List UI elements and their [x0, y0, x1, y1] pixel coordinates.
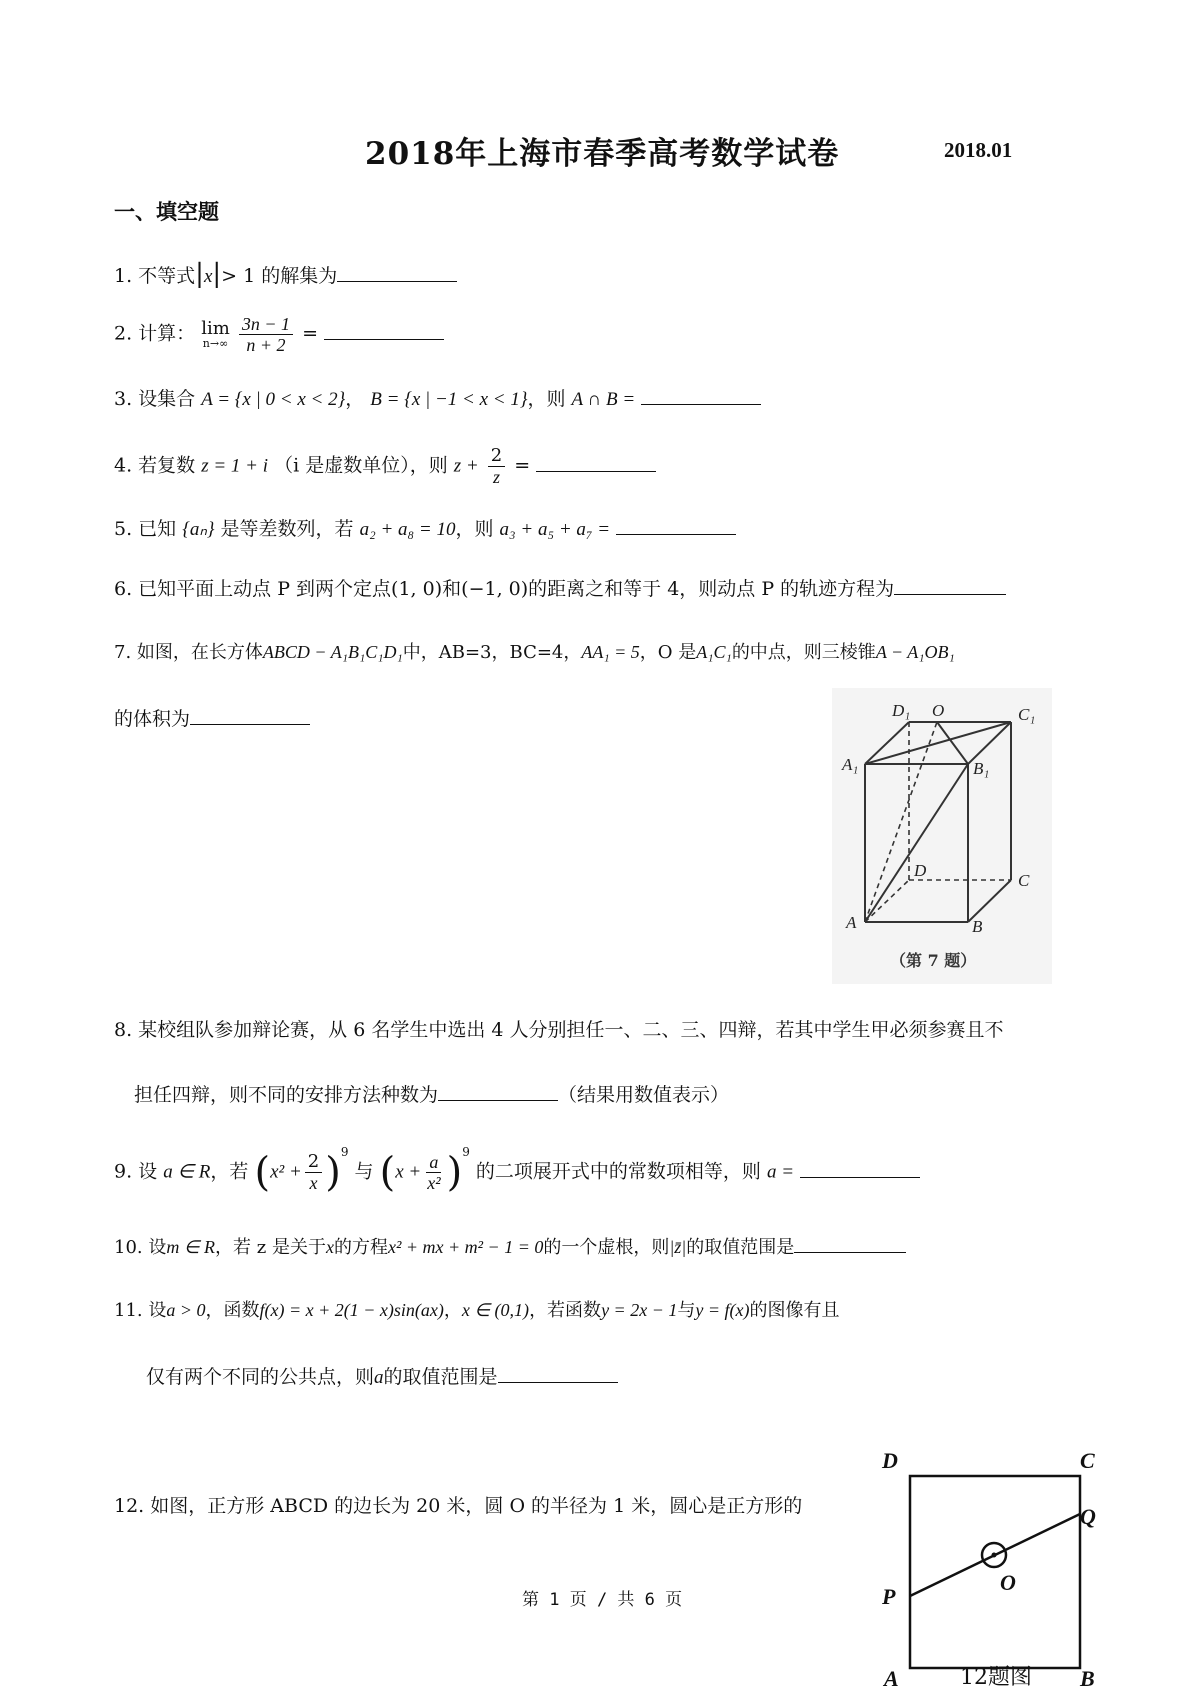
q9-f2-num: a — [426, 1152, 441, 1173]
q7-text4: 的中点，则三棱锥 — [731, 642, 876, 663]
q9-text1: 9. 设 — [114, 1160, 158, 1183]
q9-text2: ，若 — [210, 1160, 249, 1183]
abs-bar-right: | — [212, 259, 222, 289]
q10-text2: ，若 z 是关于 — [215, 1237, 326, 1258]
q7-aa1: AA₁ = 5 — [581, 642, 640, 662]
q7-text3: ，O 是 — [639, 642, 697, 663]
q6-text2: 和 — [442, 578, 462, 600]
question-10 — [114, 1234, 906, 1260]
label-a: A — [846, 913, 857, 932]
q9-term1: x² + — [270, 1161, 302, 1183]
q7-pyramid: A − A₁OB₁ — [875, 642, 955, 662]
question-1 — [114, 259, 457, 289]
q2-eq: = — [302, 322, 318, 345]
q11-line2a: 仅有两个不同的公共点，则 — [146, 1366, 375, 1388]
q7-a1c1: A₁C₁ — [696, 642, 732, 662]
q6-text3: 的距离之和等于 4，则动点 P 的轨迹方程为 — [528, 578, 895, 600]
label-a1: A₁ — [842, 755, 859, 774]
q5-text1: 5. 已知 — [114, 518, 177, 540]
q6-point1: (1, 0) — [391, 578, 443, 600]
label-b1: B₁ — [973, 759, 990, 778]
q9-f1-den: x — [309, 1173, 318, 1193]
question-8-line-1 — [114, 1018, 1004, 1042]
label-d: D — [914, 861, 927, 880]
q4-z: z = 1 + i — [201, 455, 269, 477]
q11-text2: ，函数 — [205, 1300, 260, 1321]
answer-blank-11[interactable] — [498, 1364, 618, 1383]
q10-text4: 的一个虚根，则 — [543, 1237, 670, 1258]
q12-text: 12. 如图，正方形 ABCD 的边长为 20 米，圆 O 的半径为 1 米，圆心是正方形的 — [114, 1495, 803, 1517]
paren-close-1: ) — [325, 1149, 341, 1196]
label-o7: O — [932, 701, 945, 720]
label-b: B — [972, 917, 983, 936]
q11-function: f(x) = x + 2(1 − x)sin(ax) — [259, 1300, 444, 1320]
q11-text6: 的图像有且 — [749, 1300, 840, 1321]
q1-var: x — [203, 266, 213, 287]
answer-blank-6[interactable] — [894, 576, 1006, 595]
q4-text1: 4. 若复数 — [114, 454, 196, 477]
center-point-o — [992, 1553, 997, 1558]
label-12-b: B — [1080, 1666, 1095, 1691]
q4-eq: = — [514, 454, 531, 477]
q9-f1-num: 2 — [305, 1152, 322, 1173]
question-3 — [114, 386, 761, 412]
set-a: A = {x | 0 < x < 2} — [201, 389, 346, 410]
question-11-line-2 — [146, 1364, 618, 1390]
q11-text4: ，若函数 — [529, 1300, 602, 1321]
answer-blank-7[interactable] — [190, 706, 310, 725]
label-12-a: A — [884, 1666, 899, 1691]
q5-expr: a₃ + a₅ + a₇ = — [499, 519, 611, 540]
q4-fraction — [488, 446, 505, 487]
q7-line2: 的体积为 — [114, 708, 191, 730]
question-2 — [114, 314, 444, 355]
question-4 — [114, 446, 656, 487]
q7-text1: 7. 如图，在长方体 — [114, 642, 263, 663]
section-heading: 一、填空题 — [114, 199, 219, 224]
q11-text3: ， — [443, 1300, 462, 1321]
q7-solid: ABCD − A₁B₁C₁D₁ — [262, 642, 403, 662]
exam-date: 2018.01 — [944, 138, 1013, 162]
q3-expr: A ∩ B = — [571, 389, 636, 410]
q11-line2b: 的取值范围是 — [383, 1366, 498, 1388]
q10-x: x — [325, 1237, 334, 1257]
q6-text1: 6. 已知平面上动点 P 到两个定点 — [114, 578, 392, 600]
q5-text3: ，则 — [455, 518, 494, 540]
question-8-line-2 — [134, 1082, 729, 1107]
question-12 — [114, 1494, 802, 1518]
question-5 — [114, 516, 736, 542]
question-9 — [114, 1145, 920, 1196]
paren-close-2: ) — [446, 1149, 463, 1196]
abs-bar-left: | — [195, 259, 204, 289]
q11-text1: 11. 设 — [114, 1300, 167, 1321]
q10-cond: m ∈ R — [166, 1237, 216, 1257]
q5-text2: 是等差数列，若 — [220, 518, 354, 540]
figure-7-caption: （第 7 题） — [890, 951, 977, 970]
q10-abs-conj: |z̄| — [669, 1237, 687, 1257]
q9-exp-2: 9 — [462, 1145, 470, 1160]
q9-exp-1: 9 — [340, 1145, 349, 1160]
q5-seq: {aₙ} — [182, 519, 215, 540]
answer-blank-4[interactable] — [536, 453, 656, 472]
q2-numerator: 3n − 1 — [239, 314, 293, 335]
q8-line1: 8. 某校组队参加辩论赛，从 6 名学生中选出 4 人分别担任一、二、三、四辩，若其中学生甲必须参赛且不 — [114, 1019, 1004, 1041]
label-12-p: P — [882, 1584, 896, 1609]
q3-text2: ，则 — [527, 388, 566, 410]
answer-blank-10[interactable] — [794, 1234, 906, 1253]
q1-mid: > 1 的解集为 — [221, 265, 338, 287]
q3-text1: 3. 设集合 — [114, 388, 196, 410]
set-b: B = {x | −1 < x < 1} — [370, 389, 528, 410]
figure-7-cuboid — [832, 688, 1052, 984]
q4-expr: z + — [453, 455, 479, 477]
lim-subscript: n→∞ — [202, 336, 229, 350]
paren-open-2: ( — [379, 1149, 396, 1196]
question-7-line-2 — [114, 706, 310, 731]
q4-numerator: 2 — [488, 446, 505, 467]
q5-cond: a₂ + a₈ = 10 — [359, 519, 456, 540]
answer-blank-3[interactable] — [641, 386, 761, 405]
label-d1: D₁ — [892, 701, 911, 720]
q11-a: a — [374, 1367, 384, 1388]
q10-equation: x² + mx + m² − 1 = 0 — [387, 1237, 544, 1257]
square-abcd — [910, 1476, 1080, 1668]
label-12-d: D — [882, 1448, 898, 1473]
q9-text3: 与 — [354, 1160, 374, 1183]
q11-text5: 与 — [677, 1300, 696, 1321]
label-12-o: O — [1000, 1570, 1016, 1595]
lim-text: lim — [201, 317, 230, 339]
q9-f2-den: x² — [427, 1173, 441, 1193]
label-c: C — [1018, 871, 1030, 890]
page-footer: 第 1 页 / 共 6 页 — [522, 1590, 683, 1610]
q11-domain: x ∈ (0,1) — [461, 1300, 530, 1320]
exam-title: 2018年上海市春季高考数学试卷 — [365, 136, 840, 172]
limit-operator — [201, 317, 230, 350]
q9-fraction-2 — [424, 1152, 443, 1193]
q11-curve: y = f(x) — [695, 1300, 750, 1320]
q6-point2: (−1, 0) — [461, 578, 529, 600]
q9-fraction-1 — [305, 1152, 322, 1193]
question-7-line-1 — [114, 640, 955, 665]
q2-fraction — [239, 314, 293, 355]
q3-comma: ， — [345, 388, 365, 410]
q9-cond: a ∈ R — [163, 1161, 211, 1183]
q2-prefix: 2. 计算： — [114, 322, 196, 345]
answer-blank-1[interactable] — [337, 263, 457, 282]
q1-prefix: 1. 不等式 — [114, 265, 196, 287]
label-12-c: C — [1080, 1448, 1095, 1473]
figure-12-caption: 12题图 — [960, 1665, 1032, 1690]
answer-blank-8[interactable] — [438, 1082, 558, 1101]
q10-text3: 的方程 — [333, 1237, 388, 1258]
q4-denominator: z — [493, 467, 501, 487]
answer-blank-9[interactable] — [800, 1159, 920, 1178]
q4-text2: （i 是虚数单位），则 — [274, 454, 448, 477]
q9-term2: x + — [395, 1161, 422, 1183]
question-6 — [114, 576, 1006, 601]
answer-blank-2[interactable] — [324, 321, 444, 340]
q8-tail: （结果用数值表示） — [558, 1084, 730, 1106]
question-11-line-1 — [114, 1298, 839, 1323]
q8-line2: 担任四辩，则不同的安排方法种数为 — [134, 1084, 439, 1106]
q9-text4: 的二项展开式中的常数项相等，则 — [475, 1160, 761, 1183]
q10-text5: 的取值范围是 — [686, 1237, 795, 1258]
q7-text2: 中，AB=3，BC=4， — [402, 642, 582, 663]
label-c1: C₁ — [1018, 705, 1036, 724]
paren-open-1: ( — [254, 1149, 271, 1196]
label-12-q: Q — [1080, 1504, 1096, 1529]
q10-text1: 10. 设 — [114, 1237, 167, 1258]
q9-expr: a = — [766, 1161, 795, 1183]
answer-blank-5[interactable] — [616, 516, 736, 535]
q11-line: y = 2x − 1 — [601, 1300, 678, 1320]
q11-cond: a > 0 — [166, 1300, 206, 1320]
q2-denominator: n + 2 — [246, 335, 286, 355]
